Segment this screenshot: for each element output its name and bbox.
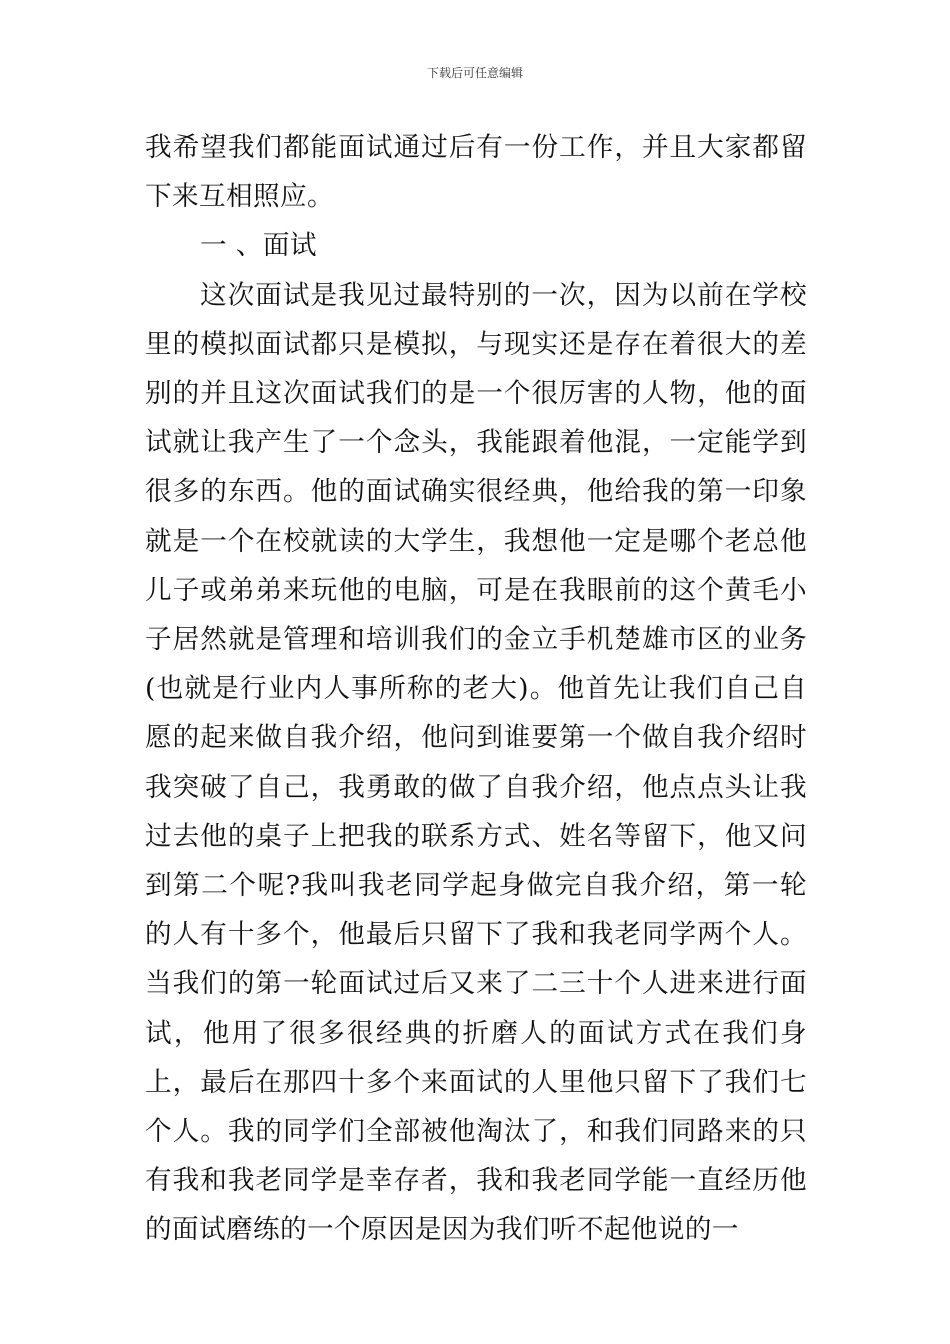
paragraph-interview: 这次面试是我见过最特别的一次，因为以前在学校里的模拟面试都只是模拟，与现实还是存在着很大的差别的并且这次面试我们的是一个很厉害的人物，他的面试就让我产生了一个念头，我能跟着他混，一定能学到很多的东西。他的面试确实很经典，他给我的第一印象就是一个在校就读的大学生，我想他一定是哪个老总他儿子或弟弟来玩他的电脑，可是在我眼前的这个黄毛小子居然就是管理和培训我们的金立手机楚雄市区的业务(也就是行业内人事所称的老大)。他首先让我们自己自愿的起来做自我介绍，他问到谁要第一个做自我介绍时我突破了自己，我勇敢的做了自我介绍，他点点头让我过去他的桌子上把我的联系方式、姓名等留下，他又问到第二个呢?我叫我老同学起身做完自我介绍，第一轮的人有十多个，他最后只留下了我和我老同学两个人。当我们的第一轮面试过后又来了二三十个人进来进行面试，他用了很多很经典的折磨人的面试方式在我们身上，最后在那四十多个来面试的人里他只留下了我们七个人。我的同学们全部被他淘汰了，和我们同路来的只有我和我老同学是幸存者，我和我老同学能一直经历他的面试磨练的一个原因是因为我们听不起他说的一 xyxy=(145,279,807,1246)
section-heading: 一 、面试 xyxy=(200,230,317,262)
page-header: 下载后可任意编辑 xyxy=(426,66,523,80)
document-body xyxy=(145,123,807,1255)
paragraph-intro: 我希望我们都能面试通过后有一份工作，并且大家都留下来互相照应。 xyxy=(145,132,807,213)
